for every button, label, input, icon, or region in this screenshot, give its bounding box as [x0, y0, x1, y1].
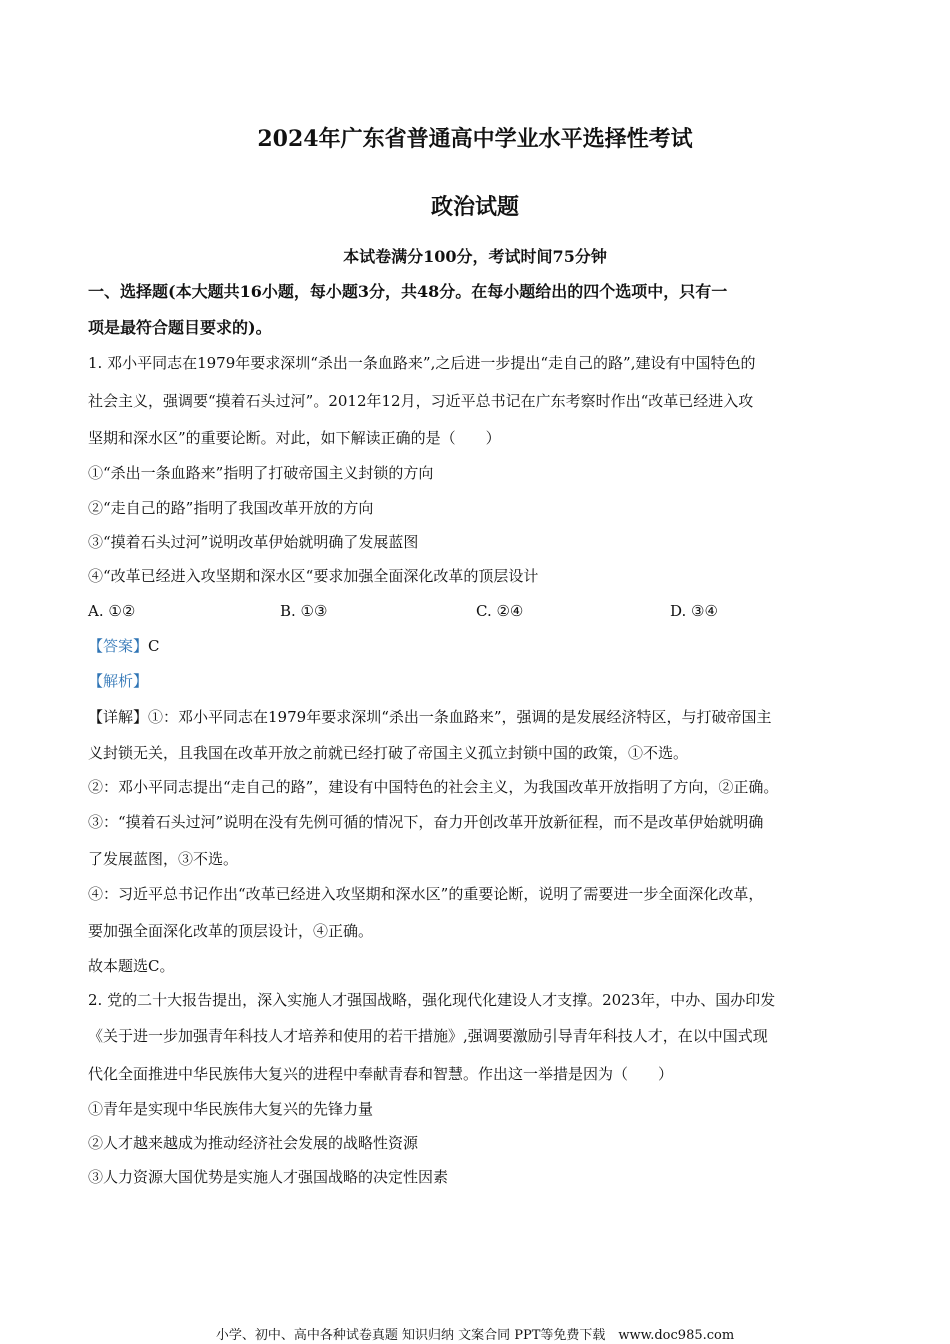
q1-stem-line: 社会主义，强调要“摸着石头过河”。2012年12月，习近平总书记在广东考察时作出“改革已经进入攻: [88, 392, 754, 410]
q1-detail-line: ②：邓小平同志提出“走自己的路”，建设有中国特色的社会主义，为我国改革开放指明了方向，②正确。: [88, 778, 779, 796]
q1-item: ①“杀出一条血路来”指明了打破帝国主义封锁的方向: [88, 464, 434, 482]
section-heading-line2: 项是最符合题目要求的)。: [88, 318, 272, 337]
q1-stem-line: 1. 邓小平同志在1979年要求深圳“杀出一条血路来”,之后进一步提出“走自己的路”,建设有中国特色的: [88, 354, 756, 372]
answer-value: C: [148, 637, 160, 655]
q1-option-d: D. ③④: [670, 602, 718, 620]
q2-item: ①青年是实现中华民族伟大复兴的先锋力量: [88, 1100, 374, 1118]
q1-detail-line: [88, 707, 772, 727]
section-heading-line1: 一、选择题(本大题共16小题，每小题3分，共48分。在每小题给出的四个选项中，只有一: [88, 282, 728, 301]
exam-subject: 政治试题: [430, 194, 519, 220]
detail-tag: 【详解】: [88, 708, 149, 726]
answer-tag: 【答案】: [88, 637, 149, 655]
q1-option-b: B. ①③: [280, 602, 328, 620]
q1-detail-line: 了发展蓝图，③不选。: [88, 850, 239, 868]
q1-option-a: A. ①②: [88, 602, 136, 620]
q2-item: ②人才越来越成为推动经济社会发展的战略性资源: [88, 1134, 419, 1152]
q2-item: ③人力资源大国优势是实施人才强国战略的决定性因素: [88, 1168, 449, 1186]
q1-analysis: [88, 671, 148, 691]
exam-info: 本试卷满分100分，考试时间75分钟: [343, 247, 607, 266]
q2-stem-line: 代化全面推进中华民族伟大复兴的进程中奉献青春和智慧。作出这一举措是因为（ ）: [88, 1065, 674, 1083]
q1-detail-line: 义封锁无关，且我国在改革开放之前就已经打破了帝国主义孤立封锁中国的政策，①不选。: [88, 744, 689, 762]
q1-detail-line: ④：习近平总书记作出“改革已经进入攻坚期和深水区”的重要论断，说明了需要进一步全面深化改革，: [88, 885, 764, 903]
q1-stem-line: 坚期和深水区”的重要论断。对此，如下解读正确的是（ ）: [88, 429, 501, 447]
q2-stem-line: 《关于进一步加强青年科技人才培养和使用的若干措施》,强调要激励引导青年科技人才，在以中国式现: [88, 1027, 768, 1045]
q1-answer: [88, 636, 160, 656]
q1-item: ③“摸着石头过河”说明改革伊始就明确了发展蓝图: [88, 533, 419, 551]
detail-text: ①：邓小平同志在1979年要求深圳“杀出一条血路来”，强调的是发展经济特区，与打破帝国主: [148, 708, 772, 726]
page-footer: 小学、初中、高中各种试卷真题 知识归纳 文案合同 PPT等免费下载 www.doc985.com: [215, 1328, 735, 1343]
q1-detail-line: 故本题选C。: [88, 957, 175, 975]
analysis-tag: 【解析】: [88, 672, 149, 690]
q1-detail-line: ③：“摸着石头过河”说明在没有先例可循的情况下，奋力开创改革开放新征程，而不是改革伊始就明确: [88, 813, 764, 831]
q2-stem-line: 2. 党的二十大报告提出，深入实施人才强国战略，强化现代化建设人才支撑。2023年，中办、国办印发: [88, 991, 776, 1009]
q1-option-c: C. ②④: [476, 602, 524, 620]
q1-detail-line: 要加强全面深化改革的顶层设计，④正确。: [88, 922, 374, 940]
q1-item: ②“走自己的路”指明了我国改革开放的方向: [88, 499, 374, 517]
exam-title: 2024年广东省普通高中学业水平选择性考试: [257, 126, 693, 152]
q1-item: ④“改革已经进入攻坚期和深水区“要求加强全面深化改革的顶层设计: [88, 567, 539, 585]
